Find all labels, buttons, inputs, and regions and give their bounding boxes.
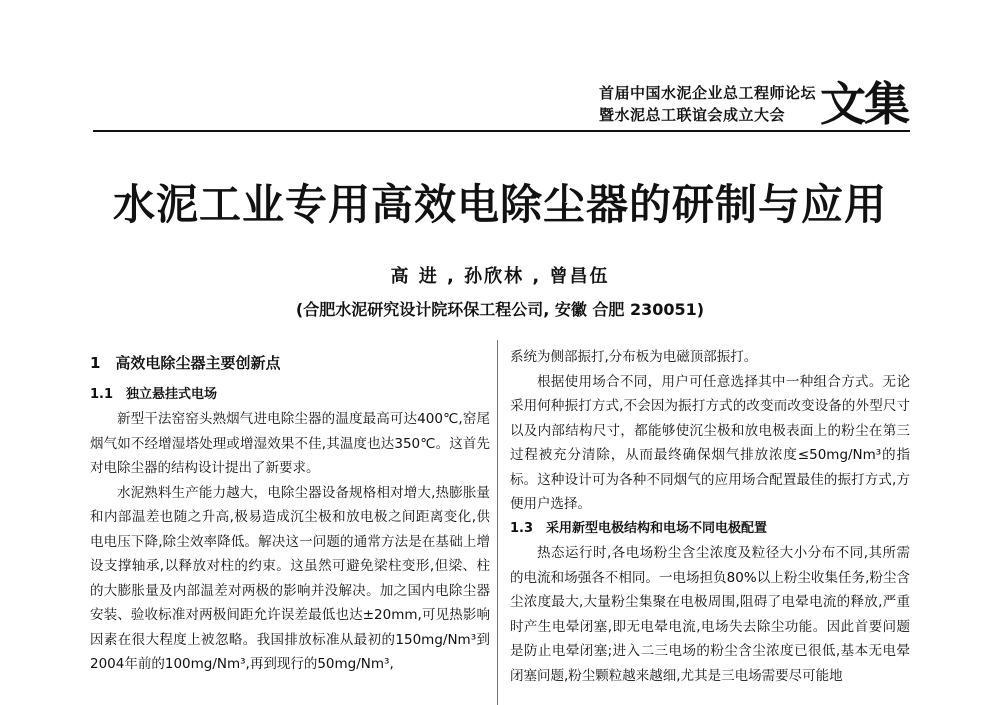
header-lines [599, 82, 816, 126]
left-column [90, 345, 490, 677]
header-rule [93, 130, 910, 132]
paper-affiliation: (合肥水泥研究设计院环保工程公司, 安徽 合肥 230051) [295, 300, 705, 319]
paper-authors: 高 进 , 孙欣林 , 曾昌伍 [390, 266, 610, 287]
right-column [510, 345, 910, 688]
column-divider [497, 340, 498, 705]
subsection-heading: 1.3 采用新型电极结构和电场不同电极配置 [510, 520, 768, 536]
body-paragraph: 根据使用场合不同，用户可任意选择其中一种组合方式。无论采用何种振打方式,不会因为振打方式的改变而改变设备的外型尺寸以及内部结构尺寸，都能够使沉尘极和放电极表面上的粉尘在第三过程被充分清除，从而最终确保烟气排放浓度≤50mg/Nm³的指标。这种设计可为各种不同烟气的应用场合配置最佳的振打方式,方便用户选择。 [510, 373, 910, 512]
paper-title: 水泥工业专用高效电除尘器的研制与应用 [112, 180, 887, 229]
header-line-1: 首届中国水泥企业总工程师论坛 [598, 84, 816, 102]
header-collection-mark: 文集 [820, 77, 908, 131]
header-line-2: 暨水泥总工联谊会成立大会 [598, 106, 785, 124]
journal-header [599, 78, 908, 130]
body-paragraph: 水泥熟料生产能力越大，电除尘器设备规格相对增大,热膨胀量和内部温差也随之升高,极易造成沉尘极和放电极之间距离变化,供电电压下降,除尘效率降低。解决这一问题的通常方法是在基础上增设支撑轴承,以释放对柱的约束。这虽然可避免梁柱变形,但梁、柱的大膨胀量及内部温差对两极的影响并没解决。加之国内电除尘器安装、验收标准对两极间距允许误差最低也达±20mm,可见热影响因素在很大程度上被忽略。我国排放标准从最初的150mg/Nm³到2004年前的100mg/Nm³,再到现行的50mg/Nm³, [90, 484, 490, 672]
body-paragraph: 系统为侧部振打,分布板为电磁顶部振打。 [510, 349, 758, 365]
subsection-heading: 1.1 独立悬挂式电场 [90, 386, 218, 402]
body-paragraph: 热态运行时,各电场粉尘含尘浓度及粒径大小分布不同,其所需的电流和场强各不相同。一电场担负80%以上粉尘收集任务,粉尘含尘浓度最大,大量粉尘集聚在电极周围,阻碍了电晕电流的释放,严重时产生电晕闭塞,即无电晕电流,电场失去除尘功能。因此首要问题是防止电晕闭塞;进入二三电场的粉尘含尘浓度已很低,基本无电晕闭塞问题,粉尘颗粒越来越细,尤其是三电场需要尽可能地 [510, 545, 910, 684]
body-paragraph: 新型干法窑窑头熟烟气进电除尘器的温度最高可达400℃,窑尾烟气如不经增湿塔处理或增湿效果不佳,其温度也达350℃。这首先对电除尘器的结构设计提出了新要求。 [90, 411, 490, 476]
section-heading: 1 高效电除尘器主要创新点 [90, 354, 281, 372]
